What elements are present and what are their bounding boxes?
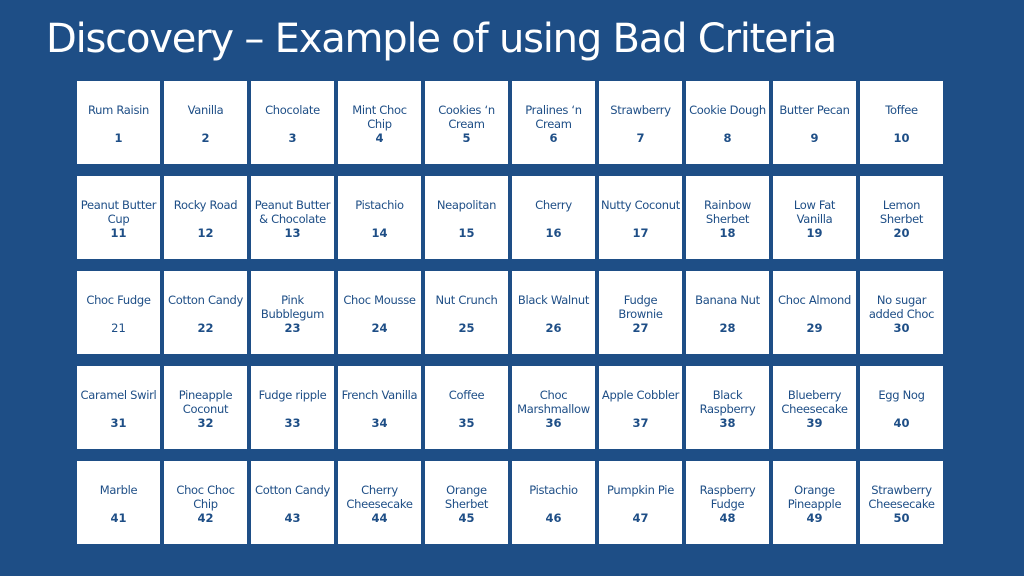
flavor-name: Rocky Road <box>173 198 238 212</box>
flavor-number: 26 <box>545 321 562 335</box>
flavor-card <box>338 461 421 544</box>
flavor-number: 8 <box>723 131 732 145</box>
flavor-name: Banana Nut <box>695 293 760 307</box>
flavor-grid <box>77 81 943 544</box>
flavor-name: Black Raspberry <box>699 388 756 416</box>
flavor-name: Blueberry Cheesecake <box>781 388 848 416</box>
flavor-number: 29 <box>806 321 823 335</box>
flavor-number: 5 <box>462 131 471 145</box>
flavor-number: 45 <box>458 511 475 525</box>
flavor-card <box>77 271 160 354</box>
flavor-name: Fudge ripple <box>258 388 327 402</box>
flavor-card <box>77 461 160 544</box>
flavor-name: Egg Nog <box>878 388 925 402</box>
flavor-number: 32 <box>197 416 214 430</box>
flavor-number: 20 <box>893 226 910 240</box>
flavor-number: 48 <box>719 511 736 525</box>
flavor-card <box>860 176 943 259</box>
flavor-number: 42 <box>197 511 214 525</box>
flavor-card <box>773 81 856 164</box>
flavor-name: Nut Crunch <box>435 293 498 307</box>
flavor-name: Choc Marshmallow <box>517 388 590 416</box>
flavor-number: 7 <box>636 131 645 145</box>
flavor-number: 14 <box>371 226 388 240</box>
flavor-name: Peanut Butter & Chocolate <box>254 198 331 226</box>
flavor-name: Neapolitan <box>436 198 497 212</box>
flavor-number: 12 <box>197 226 214 240</box>
flavor-number: 38 <box>719 416 736 430</box>
flavor-card <box>425 461 508 544</box>
flavor-card <box>338 366 421 449</box>
flavor-number: 2 <box>201 131 210 145</box>
flavor-card <box>686 461 769 544</box>
flavor-card <box>599 81 682 164</box>
flavor-number: 23 <box>284 321 301 335</box>
flavor-name: Pistachio <box>529 483 578 497</box>
flavor-name: French Vanilla <box>341 388 418 402</box>
flavor-name: Apple Cobbler <box>601 388 680 402</box>
flavor-number: 15 <box>458 226 475 240</box>
flavor-card <box>512 176 595 259</box>
flavor-number: 33 <box>284 416 301 430</box>
flavor-name: Choc Almond <box>778 293 851 307</box>
flavor-card <box>860 461 943 544</box>
flavor-card <box>773 461 856 544</box>
flavor-name: Fudge Brownie <box>618 293 663 321</box>
flavor-name: Lemon Sherbet <box>879 198 924 226</box>
flavor-number: 30 <box>893 321 910 335</box>
flavor-number: 41 <box>110 511 127 525</box>
flavor-number: 37 <box>632 416 649 430</box>
flavor-name: Cotton Candy <box>168 293 243 307</box>
flavor-card <box>599 366 682 449</box>
flavor-name: Caramel Swirl <box>80 388 157 402</box>
flavor-card <box>251 366 334 449</box>
flavor-card <box>860 81 943 164</box>
flavor-number: 36 <box>545 416 562 430</box>
flavor-name: Mint Choc Chip <box>352 103 407 131</box>
flavor-number: 13 <box>284 226 301 240</box>
flavor-name: Cotton Candy <box>255 483 330 497</box>
flavor-number: 10 <box>893 131 910 145</box>
flavor-card <box>512 366 595 449</box>
flavor-name: Orange Sherbet <box>444 483 489 511</box>
flavor-name: Pralines ‘n Cream <box>525 103 582 131</box>
flavor-card <box>164 366 247 449</box>
flavor-number: 4 <box>375 131 384 145</box>
flavor-number: 43 <box>284 511 301 525</box>
flavor-name: Strawberry <box>610 103 671 117</box>
flavor-name: Cookie Dough <box>689 103 766 117</box>
flavor-card <box>512 271 595 354</box>
flavor-number: 31 <box>110 416 127 430</box>
flavor-number: 40 <box>893 416 910 430</box>
flavor-number: 24 <box>371 321 388 335</box>
flavor-name: Pink Bubblegum <box>260 293 325 321</box>
flavor-name: Butter Pecan <box>779 103 850 117</box>
flavor-card <box>251 461 334 544</box>
flavor-card <box>860 366 943 449</box>
flavor-card <box>251 176 334 259</box>
flavor-name: Vanilla <box>187 103 224 117</box>
flavor-card <box>164 271 247 354</box>
flavor-name: Rainbow Sherbet <box>704 198 751 226</box>
flavor-card <box>251 81 334 164</box>
flavor-number: 9 <box>810 131 819 145</box>
flavor-name: Chocolate <box>265 103 320 117</box>
flavor-name: Raspberry Fudge <box>699 483 756 511</box>
flavor-name: Rum Raisin <box>87 103 150 117</box>
flavor-number: 1 <box>114 131 123 145</box>
flavor-card <box>599 271 682 354</box>
flavor-number: 49 <box>806 511 823 525</box>
flavor-name: Marble <box>99 483 138 497</box>
flavor-card <box>512 461 595 544</box>
flavor-card <box>77 176 160 259</box>
flavor-card <box>773 176 856 259</box>
flavor-card <box>686 271 769 354</box>
flavor-name: No sugar added Choc <box>868 293 935 321</box>
flavor-name: Pumpkin Pie <box>607 483 674 497</box>
flavor-card <box>251 271 334 354</box>
flavor-number: 28 <box>719 321 736 335</box>
flavor-card <box>425 271 508 354</box>
flavor-number: 18 <box>719 226 736 240</box>
flavor-name: Choc Fudge <box>86 293 151 307</box>
flavor-card <box>338 271 421 354</box>
flavor-name: Cherry <box>535 198 572 212</box>
flavor-name: Choc Mousse <box>343 293 416 307</box>
flavor-number: 25 <box>458 321 475 335</box>
flavor-number: 35 <box>458 416 475 430</box>
flavor-name: Orange Pineapple <box>787 483 842 511</box>
flavor-number: 22 <box>197 321 214 335</box>
flavor-number: 21 <box>111 321 126 335</box>
flavor-name: Pineapple Coconut <box>178 388 233 416</box>
flavor-name: Low Fat Vanilla <box>793 198 836 226</box>
flavor-number: 50 <box>893 511 910 525</box>
flavor-card <box>77 366 160 449</box>
flavor-number: 6 <box>549 131 558 145</box>
flavor-number: 39 <box>806 416 823 430</box>
flavor-card <box>164 81 247 164</box>
flavor-name: Coffee <box>448 388 485 402</box>
flavor-card <box>860 271 943 354</box>
flavor-number: 47 <box>632 511 649 525</box>
flavor-card <box>599 461 682 544</box>
flavor-name: Pistachio <box>355 198 404 212</box>
flavor-card <box>164 461 247 544</box>
flavor-name: Nutty Coconut <box>601 198 680 212</box>
flavor-card <box>686 366 769 449</box>
flavor-card <box>686 176 769 259</box>
flavor-number: 17 <box>632 226 649 240</box>
flavor-card <box>77 81 160 164</box>
flavor-number: 46 <box>545 511 562 525</box>
flavor-number: 11 <box>110 226 127 240</box>
flavor-card <box>773 271 856 354</box>
flavor-name: Strawberry Cheesecake <box>868 483 935 511</box>
flavor-card <box>686 81 769 164</box>
flavor-card <box>164 176 247 259</box>
flavor-number: 34 <box>371 416 388 430</box>
flavor-card <box>338 81 421 164</box>
flavor-name: Toffee <box>885 103 918 117</box>
flavor-name: Cookies ‘n Cream <box>438 103 495 131</box>
flavor-name: Cherry Cheesecake <box>346 483 413 511</box>
flavor-name: Choc Choc Chip <box>176 483 235 511</box>
flavor-number: 19 <box>806 226 823 240</box>
flavor-card <box>425 366 508 449</box>
flavor-card <box>338 176 421 259</box>
flavor-name: Peanut Butter Cup <box>80 198 157 226</box>
flavor-card <box>599 176 682 259</box>
flavor-card <box>425 81 508 164</box>
flavor-card <box>512 81 595 164</box>
flavor-number: 44 <box>371 511 388 525</box>
flavor-number: 27 <box>632 321 649 335</box>
flavor-number: 16 <box>545 226 562 240</box>
flavor-name: Black Walnut <box>517 293 590 307</box>
flavor-card <box>773 366 856 449</box>
flavor-number: 3 <box>288 131 297 145</box>
slide-title: Discovery – Example of using Bad Criteria <box>46 16 837 62</box>
flavor-card <box>425 176 508 259</box>
